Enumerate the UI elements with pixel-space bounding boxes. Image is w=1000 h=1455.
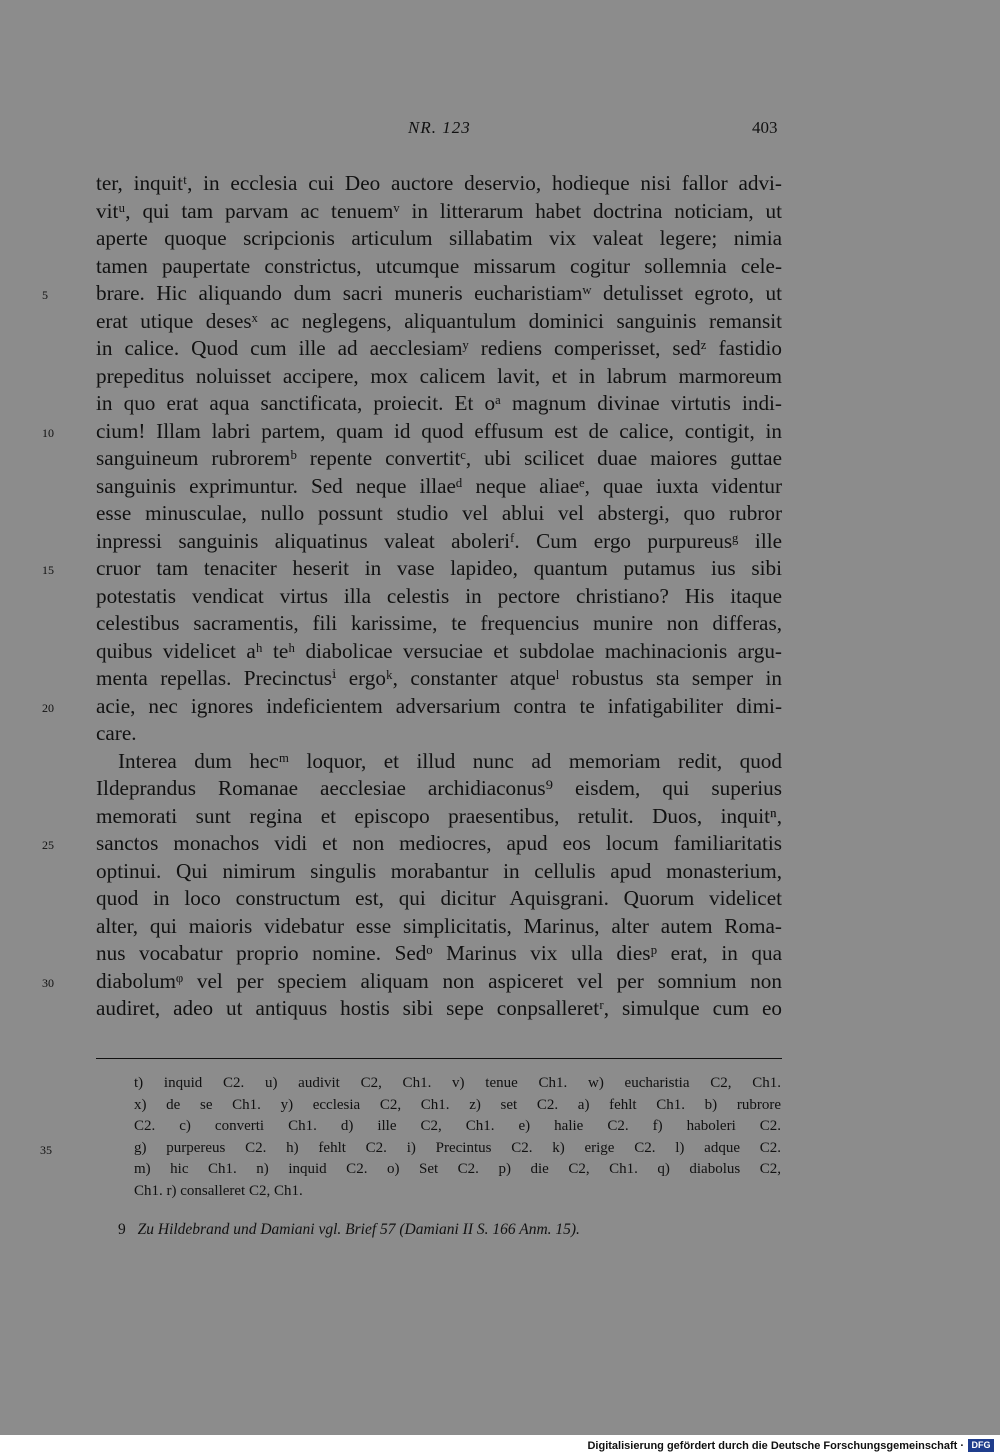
text-line: esse minusculae, nullo possunt studio vel ablui vel abstergi, quo rubror (96, 501, 782, 525)
line-text: diabolumᵠ vel per speciem aliquam non aspiceret vel per somnium non (96, 968, 782, 993)
text-line: quibus videlicet aʰ teʰ diabolicae versuciae et subdolae machinacionis argu- (96, 638, 782, 663)
text-line: inpressi sanguinis aliquatinus valeat aboleriᶠ. Cum ergo purpureusᵍ ille (96, 528, 782, 553)
note-line: x) de se Ch1. y) ecclesia C2, Ch1. z) set C2. a) fehlt Ch1. b) rubrore (134, 1096, 781, 1113)
text-line: vitᵘ, qui tam parvam ac tenuemᵛ in litterarum habet doctrina noticiam, ut (96, 198, 782, 223)
text-line: aperte quoque scripcionis articulum sillabatim vix valeat legere; nimia (96, 226, 782, 250)
text-line: Ildeprandus Romanae aecclesiae archidiaconus⁹ eisdem, qui superius (96, 776, 782, 800)
text-line: care. (96, 721, 137, 745)
note-line: t) inquid C2. u) audivit C2, Ch1. v) tenue Ch1. w) eucharistia C2, Ch1. (134, 1075, 781, 1091)
note-line: Ch1. r) consalleret C2, Ch1. (134, 1182, 303, 1199)
line-number: 20 (42, 700, 54, 715)
note-line (40, 1138, 781, 1160)
footer-bar (0, 1435, 1000, 1455)
line-number: 10 (42, 425, 54, 440)
text-line: audiret, adeo ut antiquus hostis sibi sepe conpsalleretʳ, simulque cum eo (96, 996, 782, 1020)
apparatus-notes (40, 1073, 781, 1202)
text-line (42, 968, 782, 996)
text-line (42, 280, 782, 308)
text-line: memorati sunt regina et episcopo praesentibus, retulit. Duos, inquitⁿ, (96, 803, 782, 828)
text-line: potestatis vendicat virtus illa celestis in pectore christiano? His itaque (96, 583, 782, 608)
text-line (42, 693, 782, 721)
line-number: 15 (42, 563, 54, 577)
text-line: nus vocabatur proprio nomine. Sedᵒ Marinus vix ulla diesᵖ erat, in qua (96, 941, 782, 965)
page-header-title: NR. 123 (408, 118, 471, 137)
text-line: tamen paupertate constrictus, utcumque missarum cogitur sollemnia cele- (96, 253, 782, 278)
text-line: sanguinis exprimuntur. Sed neque illaeᵈ neque aliaeᵉ, quae iuxta videntur (96, 473, 782, 498)
text-line: menta repellas. Precinctusⁱ ergoᵏ, constanter atqueˡ robustus sta semper in (96, 666, 782, 690)
line-text: acie, nec ignores indeficientem adversarium contra te infatigabiliter dimi- (96, 693, 782, 718)
text-line: alter, qui maioris videbatur esse simplicitatis, Marinus, alter autem Roma- (96, 913, 782, 938)
note-text: g) purpereus C2. h) fehlt C2. i) Precintus C2. k) erige C2. l) adque C2. (134, 1139, 781, 1156)
footnote-number: 9 (118, 1221, 126, 1238)
text-line (42, 555, 782, 583)
note-line: m) hic Ch1. n) inquid C2. o) Set C2. p) die C2, Ch1. q) diabolus C2, (134, 1161, 781, 1177)
page-number: 403 (752, 118, 778, 137)
text-line: optinui. Qui nimirum singulis morabantur in cellulis apud monasterium, (96, 858, 782, 883)
footnote-divider (96, 1058, 782, 1059)
line-text: brare. Hic aliquando dum sacri muneris eucharistiamʷ detulisset egroto, ut (96, 281, 782, 305)
text-line (42, 418, 782, 446)
footnote-text: Zu Hildebrand und Damiani vgl. Brief 57 (Damiani II S. 166 Anm. 15). (137, 1221, 580, 1238)
note-line: C2. c) converti Ch1. d) ille C2, Ch1. e) halie C2. f) haboleri C2. (134, 1118, 781, 1134)
line-text: cium! Illam labri partem, quam id quod effusum est de calice, contigit, in (96, 418, 782, 443)
line-number: 30 (42, 975, 54, 990)
text-line: sanguineum rubroremᵇ repente convertitᶜ, ubi scilicet duae maiores guttae (96, 446, 782, 470)
line-number: 5 (42, 288, 48, 302)
line-number: 25 (42, 838, 54, 852)
reference-footnote (118, 1221, 778, 1239)
text-line: erat utique desesˣ ac neglegens, aliquantulum dominici sanguinis remansit (96, 308, 782, 333)
text-line: Interea dum hecᵐ loquor, et illud nunc ad memoriam redit, quod (118, 748, 782, 773)
dfg-logo-icon: DFG (968, 1439, 994, 1452)
text-line: quod in loco constructum est, qui dicitur Aquisgrani. Quorum videlicet (96, 886, 782, 910)
text-line (42, 830, 782, 858)
line-text: cruor tam tenaciter heserit in vase lapideo, quantum putamus ius sibi (96, 556, 782, 580)
text-line: prepeditus noluisset accipere, mox calicem lavit, et in labrum marmoreum (96, 363, 782, 388)
main-text (42, 170, 782, 1023)
line-number: 35 (40, 1142, 52, 1157)
line-text: sanctos monachos vidi et non mediocres, apud eos locum familiaritatis (96, 831, 782, 855)
text-line: ter, inquitᵗ, in ecclesia cui Deo auctore deservio, hodieque nisi fallor advi- (96, 171, 782, 195)
text-line: celestibus sacramentis, fili karissime, te frequencius munire non differas, (96, 611, 782, 635)
text-line: in quo erat aqua sanctificata, proiecit. Et oᵃ magnum divinae virtutis indi- (96, 391, 782, 415)
text-line: in calice. Quod cum ille ad aecclesiamʸ rediens comperisset, sedᶻ fastidio (96, 336, 782, 360)
footer-credit: Digitalisierung gefördert durch die Deutsche Forschungsgemeinschaft · (587, 1440, 964, 1452)
